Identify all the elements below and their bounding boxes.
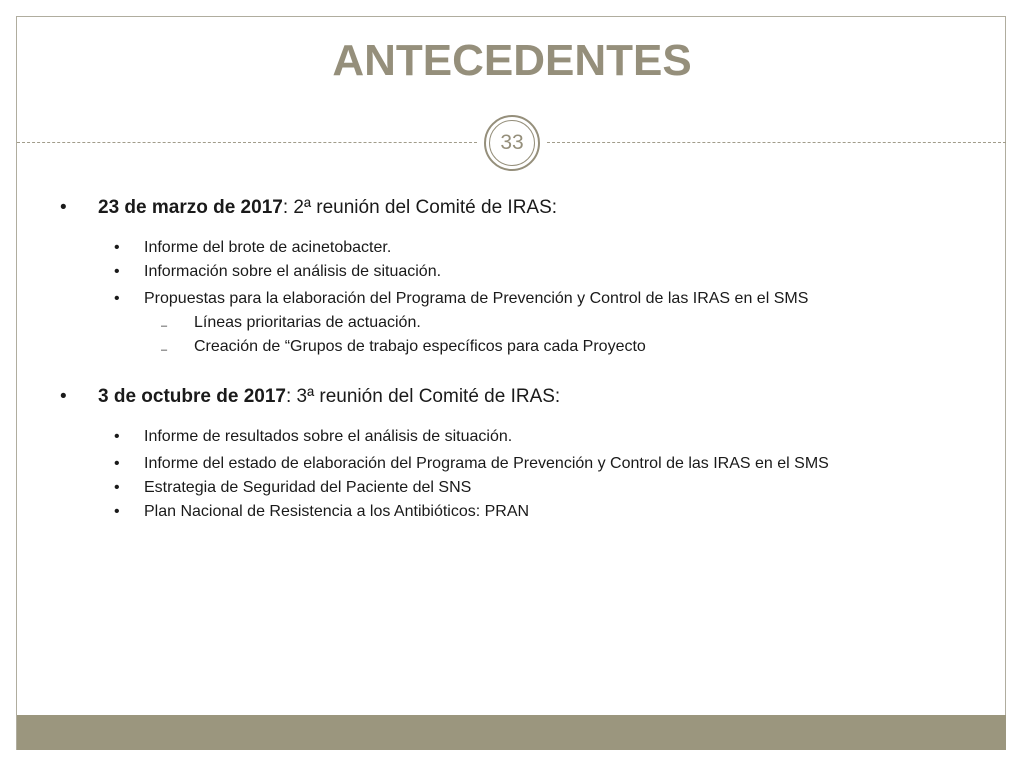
dash-bullet-icon: – bbox=[161, 320, 168, 332]
section2-date: 3 de octubre de 2017 bbox=[98, 386, 286, 407]
footer-bar bbox=[17, 715, 1006, 750]
sub-list-item-text: Líneas prioritarias de actuación. bbox=[194, 314, 421, 331]
bullet-icon: • bbox=[114, 290, 120, 307]
section1-heading bbox=[60, 197, 960, 221]
list-item bbox=[114, 290, 994, 310]
section2-heading-text: : 3ª reunión del Comité de IRAS: bbox=[285, 386, 561, 407]
section1-heading-text: : 2ª reunión del Comité de IRAS: bbox=[282, 197, 558, 218]
list-item bbox=[114, 428, 974, 448]
list-item-text: Información sobre el análisis de situación. bbox=[144, 263, 442, 280]
list-item bbox=[114, 263, 974, 283]
sub-list-item bbox=[161, 338, 961, 358]
list-item-text: Propuestas para la elaboración del Programa de Prevención y Control de las IRAS en el SMS bbox=[144, 290, 809, 307]
bullet-icon: • bbox=[114, 503, 120, 520]
bullet-icon: • bbox=[114, 239, 120, 256]
bullet-icon: • bbox=[60, 197, 67, 218]
section1-date: 23 de marzo de 2017 bbox=[98, 197, 283, 218]
sub-list-item bbox=[161, 314, 961, 334]
bullet-icon: • bbox=[114, 455, 120, 472]
bullet-icon: • bbox=[60, 386, 67, 407]
list-item-text: Estrategia de Seguridad del Paciente del SNS bbox=[144, 479, 472, 496]
bullet-icon: • bbox=[114, 479, 120, 496]
list-item bbox=[114, 239, 974, 259]
list-item-text: Plan Nacional de Resistencia a los Antibióticos: PRAN bbox=[144, 503, 530, 520]
list-item-text: Informe del estado de elaboración del Programa de Prevención y Control de las IRAS en el SMS bbox=[144, 455, 829, 472]
section2-heading bbox=[60, 386, 960, 410]
list-item-text: Informe de resultados sobre el análisis de situación. bbox=[144, 428, 513, 445]
bullet-icon: • bbox=[114, 263, 120, 280]
sub-list-item-text: Creación de “Grupos de trabajo específicos para cada Proyecto bbox=[194, 338, 646, 355]
page-number: 33 bbox=[489, 120, 535, 166]
list-item bbox=[114, 455, 994, 475]
list-item-text: Informe del brote de acinetobacter. bbox=[144, 239, 392, 256]
dash-bullet-icon: – bbox=[161, 344, 168, 356]
slide-title: ANTECEDENTES bbox=[332, 36, 692, 85]
list-item bbox=[114, 479, 974, 499]
bullet-icon: • bbox=[114, 428, 120, 445]
list-item bbox=[114, 503, 974, 523]
